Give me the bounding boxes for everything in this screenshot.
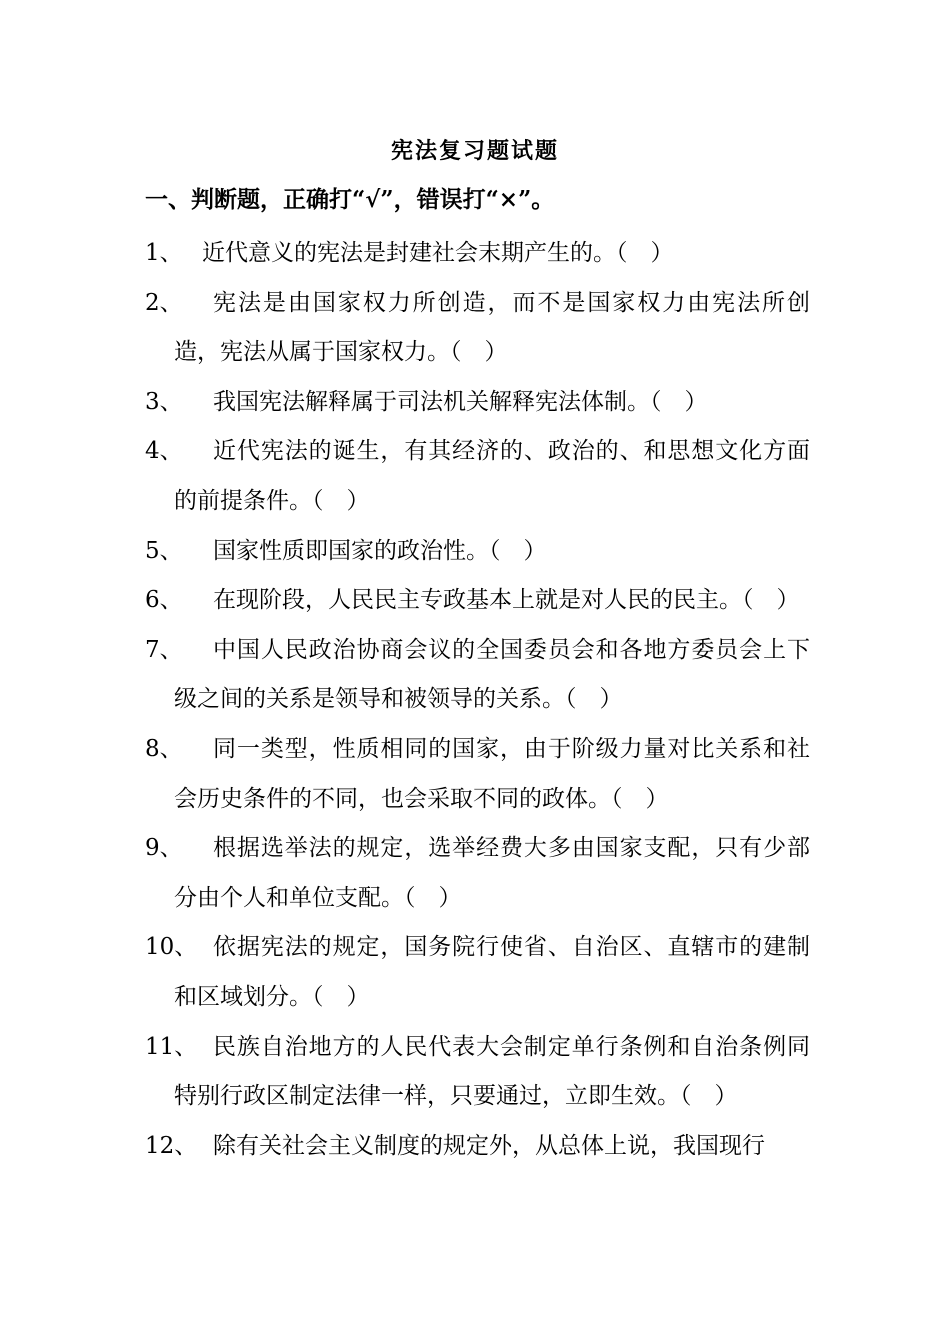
question-text: 民族自治地方的人民代表大会制定单行条例和自治条例同特别行政区制定法律一样，只要通过，立即生效。（ ） bbox=[174, 1033, 810, 1110]
question-number: 7、 bbox=[145, 636, 183, 663]
question-item bbox=[145, 229, 810, 279]
question-number: 11、 bbox=[145, 1033, 198, 1060]
question-text: 除有关社会主义制度的规定外，从总体上说，我国现行 bbox=[213, 1132, 765, 1159]
question-number: 9、 bbox=[145, 835, 183, 862]
question-number: 3、 bbox=[145, 388, 183, 415]
question-text: 宪法是由国家权力所创造，而不是国家权力由宪法所创造，宪法从属于国家权力。（ ） bbox=[174, 289, 810, 366]
question-item bbox=[145, 1122, 810, 1172]
question-item bbox=[145, 427, 810, 526]
question-number: 12、 bbox=[145, 1132, 198, 1159]
question-text: 根据选举法的规定，选举经费大多由国家支配，只有少部分由个人和单位支配。（ ） bbox=[174, 835, 810, 911]
question-text: 依据宪法的规定，国务院行使省、自治区、直辖市的建制和区域划分。（ ） bbox=[174, 934, 810, 1010]
question-item bbox=[145, 824, 810, 923]
question-number: 5、 bbox=[145, 537, 183, 564]
question-number: 10、 bbox=[145, 934, 198, 961]
question-item bbox=[145, 576, 810, 626]
question-item bbox=[145, 378, 810, 428]
question-item bbox=[145, 725, 810, 824]
document-title: 宪法复习题试题 bbox=[390, 138, 559, 164]
question-list bbox=[145, 229, 810, 1171]
question-item bbox=[145, 1023, 810, 1122]
section-heading: 一、判断题，正确打“√”，错误打“×”。 bbox=[145, 186, 555, 213]
question-item bbox=[145, 279, 810, 378]
question-text: 近代意义的宪法是封建社会末期产生的。（ ） bbox=[202, 240, 674, 266]
question-number: 6、 bbox=[145, 587, 183, 614]
question-item bbox=[145, 626, 810, 725]
question-text: 同一类型，性质相同的国家，由于阶级力量对比关系和社会历史条件的不同，也会采取不同的政体。（ ） bbox=[174, 735, 810, 812]
question-item bbox=[145, 527, 810, 577]
question-number: 1、 bbox=[145, 240, 183, 266]
question-text: 我国宪法解释属于司法机关解释宪法体制。（ ） bbox=[213, 388, 708, 415]
question-text: 中国人民政治协商会议的全国委员会和各地方委员会上下级之间的关系是领导和被领导的关系。（ ） bbox=[174, 636, 810, 713]
question-text: 国家性质即国家的政治性。（ ） bbox=[213, 537, 547, 564]
question-number: 8、 bbox=[145, 735, 183, 762]
question-number: 2、 bbox=[145, 289, 183, 316]
question-text: 近代宪法的诞生，有其经济的、政治的、和思想文化方面的前提条件。（ ） bbox=[174, 438, 810, 514]
question-text: 在现阶段，人民民主专政基本上就是对人民的民主。（ ） bbox=[213, 587, 800, 614]
question-number: 4、 bbox=[145, 438, 183, 465]
question-item bbox=[145, 923, 810, 1022]
